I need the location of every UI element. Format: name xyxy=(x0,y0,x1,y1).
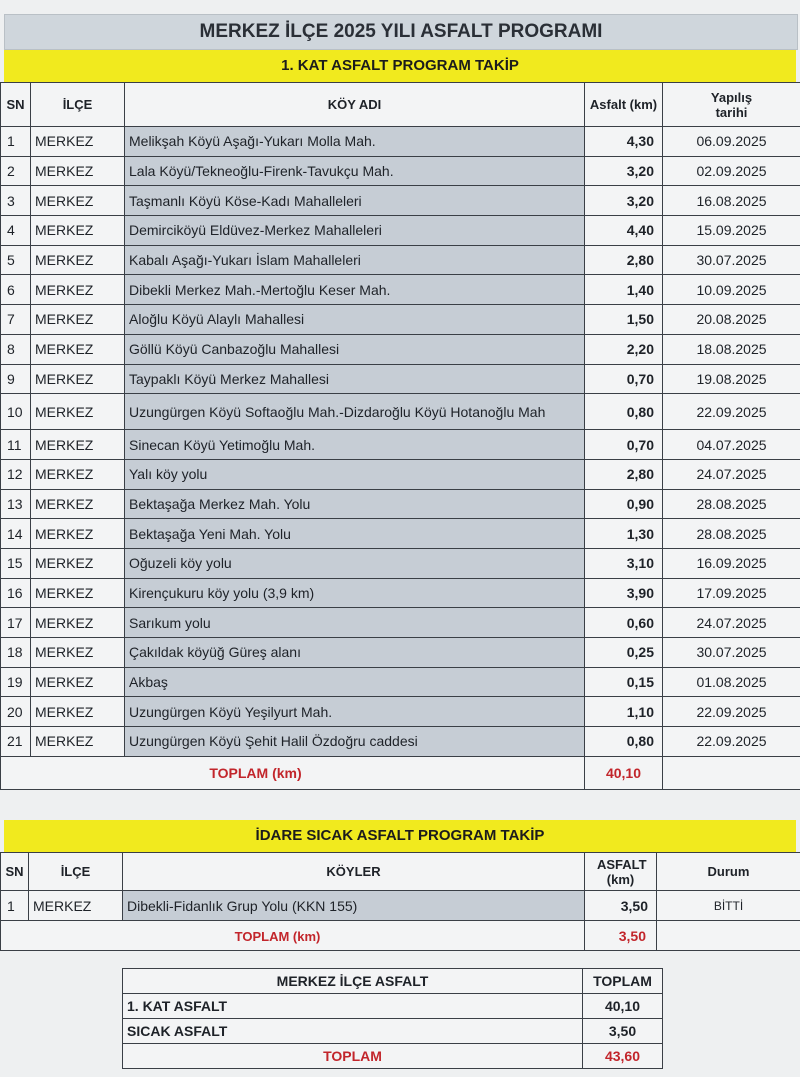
row-tarih: 15.09.2025 xyxy=(663,216,800,246)
table-row xyxy=(1,891,800,921)
row-tarih: 24.07.2025 xyxy=(663,459,800,489)
row-sn: 14 xyxy=(1,519,31,549)
row-ilce: MERKEZ xyxy=(31,489,125,519)
summary-total-value: 43,60 xyxy=(583,1044,663,1069)
row-koy-adi: Taypaklı Köyü Merkez Mahallesi xyxy=(125,364,585,394)
row-asfalt: 0,15 xyxy=(585,667,663,697)
row-ilce: MERKEZ xyxy=(31,727,125,757)
row-tarih: 10.09.2025 xyxy=(663,275,800,305)
row-koy-adi: Aloğlu Köyü Alaylı Mahallesi xyxy=(125,305,585,335)
row-sn: 8 xyxy=(1,334,31,364)
row-asfalt: 0,60 xyxy=(585,608,663,638)
table-row xyxy=(1,667,800,697)
table-row xyxy=(1,697,800,727)
row-tarih: 28.08.2025 xyxy=(663,489,800,519)
row-koy-adi: Uzungürgen Köyü Yeşilyurt Mah. xyxy=(125,697,585,727)
row-asfalt: 3,90 xyxy=(585,578,663,608)
summary-row-label: SICAK ASFALT xyxy=(123,1019,583,1044)
row-ilce: MERKEZ xyxy=(31,667,125,697)
row-asfalt: 3,50 xyxy=(585,891,657,921)
row-asfalt: 0,25 xyxy=(585,638,663,668)
table-row xyxy=(1,127,800,157)
header2-sn: SN xyxy=(1,853,29,891)
row-tarih: 28.08.2025 xyxy=(663,519,800,549)
table-row xyxy=(1,364,800,394)
header-sn: SN xyxy=(1,83,31,127)
row-koy-adi: Yalı köy yolu xyxy=(125,459,585,489)
row-tarih: 22.09.2025 xyxy=(663,727,800,757)
row-koy-adi: Bektaşağa Yeni Mah. Yolu xyxy=(125,519,585,549)
row-asfalt: 3,20 xyxy=(585,186,663,216)
row-ilce: MERKEZ xyxy=(31,156,125,186)
header2-durum: Durum xyxy=(657,853,800,891)
row-asfalt: 0,70 xyxy=(585,364,663,394)
summary-row-label: 1. KAT ASFALT xyxy=(123,994,583,1019)
row-sn: 11 xyxy=(1,430,31,460)
row-tarih: 18.08.2025 xyxy=(663,334,800,364)
table-row xyxy=(1,216,800,246)
row-asfalt: 4,30 xyxy=(585,127,663,157)
table-row xyxy=(1,638,800,668)
row-tarih: 30.07.2025 xyxy=(663,245,800,275)
table-row xyxy=(1,186,800,216)
table-row xyxy=(1,548,800,578)
row-asfalt: 2,80 xyxy=(585,459,663,489)
row-tarih: 20.08.2025 xyxy=(663,305,800,335)
row-asfalt: 3,10 xyxy=(585,548,663,578)
row-tarih: 17.09.2025 xyxy=(663,578,800,608)
row-koy-adi: Demirciköyü Eldüvez-Merkez Mahalleleri xyxy=(125,216,585,246)
row-koy-adi: Sarıkum yolu xyxy=(125,608,585,638)
row-tarih: 30.07.2025 xyxy=(663,638,800,668)
row-asfalt: 0,90 xyxy=(585,489,663,519)
row-koy-adi: Bektaşağa Merkez Mah. Yolu xyxy=(125,489,585,519)
row-koy-adi: Melikşah Köyü Aşağı-Yukarı Molla Mah. xyxy=(125,127,585,157)
row-ilce: MERKEZ xyxy=(31,394,125,430)
row-sn: 9 xyxy=(1,364,31,394)
table-row xyxy=(1,245,800,275)
row-ilce: MERKEZ xyxy=(31,459,125,489)
row-koy-adi: Oğuzeli köy yolu xyxy=(125,548,585,578)
row-koy-adi: Uzungürgen Köyü Softaoğlu Mah.-Dizdaroğlu Köyü Hotanoğlu Mah xyxy=(125,394,585,430)
summary-row-value: 40,10 xyxy=(583,994,663,1019)
table-row xyxy=(1,430,800,460)
row-sn: 10 xyxy=(1,394,31,430)
row-sn: 3 xyxy=(1,186,31,216)
row-ilce: MERKEZ xyxy=(31,608,125,638)
header-ilce: İLÇE xyxy=(31,83,125,127)
page-title: MERKEZ İLÇE 2025 YILI ASFALT PROGRAMI xyxy=(4,14,798,50)
row-ilce: MERKEZ xyxy=(31,216,125,246)
row-asfalt: 2,20 xyxy=(585,334,663,364)
row-ilce: MERKEZ xyxy=(31,305,125,335)
table-row xyxy=(1,459,800,489)
row-ilce: MERKEZ xyxy=(31,186,125,216)
section1-total-empty xyxy=(663,756,800,789)
row-ilce: MERKEZ xyxy=(31,578,125,608)
row-sn: 13 xyxy=(1,489,31,519)
row-durum: BİTTİ xyxy=(657,891,800,921)
summary-header-total: TOPLAM xyxy=(583,969,663,994)
row-ilce: MERKEZ xyxy=(31,364,125,394)
row-sn: 2 xyxy=(1,156,31,186)
summary-row-value: 3,50 xyxy=(583,1019,663,1044)
summary-header-label: MERKEZ İLÇE ASFALT xyxy=(123,969,583,994)
row-ilce: MERKEZ xyxy=(31,127,125,157)
row-sn: 21 xyxy=(1,727,31,757)
row-tarih: 22.09.2025 xyxy=(663,697,800,727)
table-row xyxy=(1,727,800,757)
row-asfalt: 2,80 xyxy=(585,245,663,275)
header-koy-adi: KÖY ADI xyxy=(125,83,585,127)
section1-total-value: 40,10 xyxy=(585,756,663,789)
row-asfalt: 1,50 xyxy=(585,305,663,335)
section1-title: 1. KAT ASFALT PROGRAM TAKİP xyxy=(4,50,796,82)
section2-title: İDARE SICAK ASFALT PROGRAM TAKİP xyxy=(4,820,796,852)
row-asfalt: 4,40 xyxy=(585,216,663,246)
row-tarih: 19.08.2025 xyxy=(663,364,800,394)
header-asfalt: Asfalt (km) xyxy=(585,83,663,127)
row-tarih: 24.07.2025 xyxy=(663,608,800,638)
row-koy-adi: Göllü Köyü Canbazoğlu Mahallesi xyxy=(125,334,585,364)
row-ilce: MERKEZ xyxy=(31,638,125,668)
row-asfalt: 0,70 xyxy=(585,430,663,460)
row-asfalt: 1,30 xyxy=(585,519,663,549)
table-row xyxy=(1,578,800,608)
row-ilce: MERKEZ xyxy=(31,430,125,460)
row-sn: 7 xyxy=(1,305,31,335)
row-sn: 18 xyxy=(1,638,31,668)
row-tarih: 02.09.2025 xyxy=(663,156,800,186)
table-row xyxy=(1,334,800,364)
row-koy-adi: Kirençukuru köy yolu (3,9 km) xyxy=(125,578,585,608)
row-tarih: 16.08.2025 xyxy=(663,186,800,216)
section2-total-empty xyxy=(657,921,800,951)
table-row xyxy=(1,275,800,305)
table-row xyxy=(1,519,800,549)
row-koy-adi: Lala Köyü/Tekneoğlu-Firenk-Tavukçu Mah. xyxy=(125,156,585,186)
row-sn: 15 xyxy=(1,548,31,578)
row-ilce: MERKEZ xyxy=(31,245,125,275)
header-tarih: Yapılış tarihi xyxy=(663,83,800,127)
section1-total-label: TOPLAM (km) xyxy=(209,764,302,781)
row-tarih: 06.09.2025 xyxy=(663,127,800,157)
header2-koyler: KÖYLER xyxy=(123,853,585,891)
row-koyler: Dibekli-Fidanlık Grup Yolu (KKN 155) xyxy=(123,891,585,921)
row-sn: 12 xyxy=(1,459,31,489)
summary-table xyxy=(122,968,663,1069)
header2-ilce: İLÇE xyxy=(29,853,123,891)
row-sn: 6 xyxy=(1,275,31,305)
row-tarih: 04.07.2025 xyxy=(663,430,800,460)
row-koy-adi: Dibekli Merkez Mah.-Mertoğlu Keser Mah. xyxy=(125,275,585,305)
row-asfalt: 0,80 xyxy=(585,394,663,430)
row-koy-adi: Taşmanlı Köyü Köse-Kadı Mahalleleri xyxy=(125,186,585,216)
table-row xyxy=(1,608,800,638)
section2-total-label: TOPLAM (km) xyxy=(234,928,321,944)
row-koy-adi: Çakıldak köyüğ Güreş alanı xyxy=(125,638,585,668)
row-asfalt: 1,40 xyxy=(585,275,663,305)
row-koy-adi: Sinecan Köyü Yetimoğlu Mah. xyxy=(125,430,585,460)
row-sn: 16 xyxy=(1,578,31,608)
header2-asfalt: ASFALT (km) xyxy=(585,853,657,891)
row-koy-adi: Akbaş xyxy=(125,667,585,697)
row-sn: 17 xyxy=(1,608,31,638)
table-row xyxy=(1,156,800,186)
row-asfalt: 0,80 xyxy=(585,727,663,757)
row-ilce: MERKEZ xyxy=(29,891,123,921)
row-sn: 1 xyxy=(1,891,29,921)
row-ilce: MERKEZ xyxy=(31,519,125,549)
row-asfalt: 3,20 xyxy=(585,156,663,186)
row-sn: 5 xyxy=(1,245,31,275)
kat-asfalt-table xyxy=(0,82,800,790)
row-ilce: MERKEZ xyxy=(31,697,125,727)
row-ilce: MERKEZ xyxy=(31,548,125,578)
row-asfalt: 1,10 xyxy=(585,697,663,727)
row-koy-adi: Uzungürgen Köyü Şehit Halil Özdoğru caddesi xyxy=(125,727,585,757)
sicak-asfalt-table xyxy=(0,852,800,951)
row-sn: 4 xyxy=(1,216,31,246)
row-tarih: 22.09.2025 xyxy=(663,394,800,430)
row-koy-adi: Kabalı Aşağı-Yukarı İslam Mahalleleri xyxy=(125,245,585,275)
row-sn: 19 xyxy=(1,667,31,697)
table-row xyxy=(1,305,800,335)
table-row xyxy=(1,489,800,519)
row-tarih: 01.08.2025 xyxy=(663,667,800,697)
row-ilce: MERKEZ xyxy=(31,334,125,364)
table-row xyxy=(1,394,800,430)
summary-total-label: TOPLAM xyxy=(123,1044,583,1069)
row-ilce: MERKEZ xyxy=(31,275,125,305)
row-sn: 20 xyxy=(1,697,31,727)
row-tarih: 16.09.2025 xyxy=(663,548,800,578)
row-sn: 1 xyxy=(1,127,31,157)
section2-total-value: 3,50 xyxy=(585,921,657,951)
